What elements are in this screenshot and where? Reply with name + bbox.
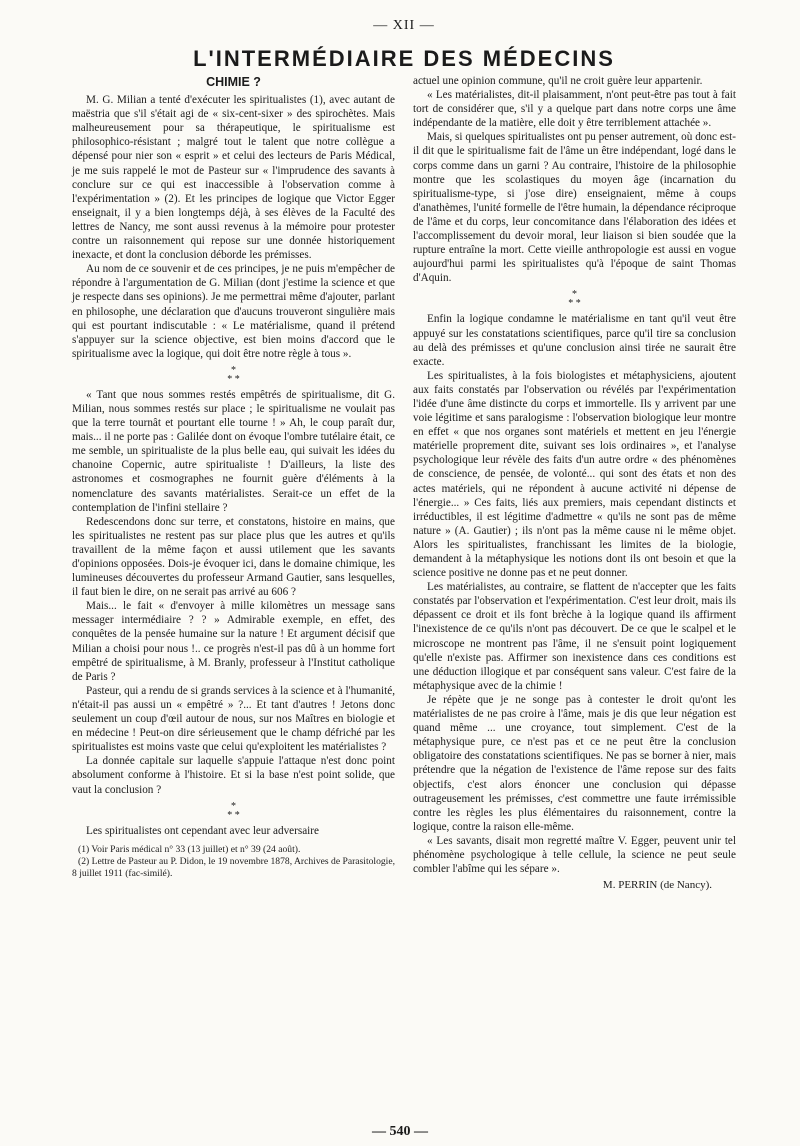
asterism-separator: * * *: [568, 289, 581, 310]
paragraph: Enfin la logique condamne le matérialisme en tant qu'il veut être appuyé sur les constatations scientifiques, parce qu'il tire sa conclusion au delà des prémisses et qu'une conclusion ainsi tirée ne saurait être exacte.: [413, 313, 736, 368]
paragraph: Les spiritualistes ont cependant avec leur adversaire: [86, 824, 319, 837]
paragraph: Je répète que je ne songe pas à contester le droit qu'ont les matérialistes de ne pas croire à l'âme, mais je dis que leur négation est quand même ... une croyance, tout simplement. C'est de la métaphysique pure, ce n'est pas et ce ne peut être la conclusion obligatoire des constatations scientifiques. Ne pas se borner à nier, mais prétendre que la négation de l'existence de l'âme repose sur des faits objectifs, c'est alors énoncer une conclusion qui dépasse outrageusement les prémisses, c'est commettre une faute irrémissible contre les règles les plus élémentaires du raisonnement, contre la logique, contre la raison elle-même.: [413, 693, 736, 833]
asterism-separator: * * *: [227, 800, 240, 821]
article-title: CHIMIE ?: [206, 75, 261, 89]
footnotes: [72, 844, 395, 880]
author-signature: M. PERRIN (de Nancy).: [602, 879, 712, 892]
footnote: (1) Voir Paris médical n° 33 (13 juillet) et n° 39 (24 août).: [78, 843, 301, 855]
paragraph: « Tant que nous sommes restés empêtrés de spiritualisme, dit G. Milian, nous sommes restés sur place ; le spiritualisme ne voulait pas que la terre tournât et pourtant elle tourne ! » Ah, le coup paraît dur, mais... il ne porte pas : Galilée dont on évoque l'ombre tutélaire était, ce me semble, un spiritualiste de la plus belle eau, qui suivait les idées du chanoine Copernic, autre spiritualiste ! D'ailleurs, la liste des astronomes et cosmographes ne fournit guère d'éléments à la nomenclature des savants matérialistes. Serait-ce un effet de la contemplation de l'infini stellaire ?: [72, 388, 395, 514]
paragraph: Les matérialistes, au contraire, se flattent de n'accepter que les faits constatés par l'observation et l'expérimentation. C'est leur droit, mais ils dépassent ce droit et ils font brèche à la logique quand ils affirment l'inexistence de ce qu'ils n'ont pas découvert. De ce que le scalpel et le microscope ne montrent pas l'âme, il ne s'ensuit point logiquement qu'elle n'existe pas. Affirmer son inexistence dans ces conditions est une déduction illogique et par conséquent sans valeur. C'est faire de la métaphysique avec de la chimie !: [413, 581, 736, 692]
asterism-separator: * * *: [227, 364, 240, 385]
paragraph: Redescendons donc sur terre, et constatons, histoire en mains, que les spiritualistes ne restent pas sur place plus que les autres et qu'ils travaillent de la même façon et aussi utilement que les savants d'opinions opposées. Dois-je évoquer ici, dans le domaine chimique, les lumineuses découvertes du professeur Armand Gautier, sans lesquelles, il faut bien le dire, on ne serait pas arrivé au 606 ?: [72, 515, 395, 599]
paragraph: Mais... le fait « d'envoyer à mille kilomètres un message sans messager intermédiaire ? ? » Admirable exemple, en effet, des conquêtes de la pensée humaine sur la nature ! Et argument décisif que Milian a choisi pour nous !.. ce progrès n'est-il pas dû à un homme fort empêtré de spiritualisme, à M. Branly, professeur à l'Institut catholique de Paris ?: [72, 600, 395, 683]
paragraph: Mais, si quelques spiritualistes ont pu penser autrement, où donc est-il dit que le spiritualisme fait de l'âme un être indépendant, logé dans le corps comme dans un garni ? Au contraire, l'histoire de la philosophie montre que les scolastiques du moyen âge (incarnation du spiritualisme-type, si j'ose dire) enseignaient, même à coups d'anathèmes, l'unité formelle de l'être humain, la dépendance réciproque de l'âme et du corps, leur concomitance dans l'élaboration des idées et l'accomplissement du devoir moral, leur liaison si bien soudée que la rupture entraîne la mort. Cette vieille anthropologie est aussi en vogue aujourd'hui parmi les spiritualistes qu'à l'époque de saint Thomas d'Aquin.: [413, 131, 736, 285]
page-number: — 540 —: [372, 1124, 428, 1139]
paragraph: La donnée capitale sur laquelle s'appuie l'attaque n'est donc point absolument conforme à l'histoire. Et si la base n'est point solide, que vaut la conclusion ?: [72, 755, 395, 796]
paragraph: « Les matérialistes, dit-il plaisamment, n'ont peut-être pas tout à fait tort de considérer que, s'il y a quelque part dans notre corps une âme indépendante de la matière, elle doit y être terriblement attachée ».: [413, 89, 736, 130]
article-columns: [72, 74, 736, 892]
paragraph: « Les savants, disait mon regretté maître V. Egger, peuvent unir tel phénomène psychologique à telle cellule, la science ne peut seule combler l'abîme qui les sépare ».: [413, 834, 736, 876]
journal-masthead: L'INTERMÉDIAIRE DES MÉDECINS: [193, 46, 615, 71]
roman-page-number: — XII —: [373, 18, 435, 33]
right-column: [413, 74, 736, 892]
paragraph: M. G. Milian a tenté d'exécuter les spiritualistes (1), avec autant de maëstria que s'il s'était agi de « six-cent-sixer » des spirochètes. Mais malheureusement pour sa thérapeutique, le spiritualisme est philosophico-résistant ; malgré tout le talent que notre collègue a dépensé pour nier son « esprit » et celui des lecteurs de Paris Médical, je me suis rappelé le mot de Pasteur sur « l'imprudence des savants à conclure sur ce qui est inaccessible à l'observation comme à l'expérimentation » (2). Et les principes de logique que Victor Egger enseignait, il y a bien longtemps déjà, à ses élèves de la Faculté des lettres de Nancy, me sont aussi revenus à la mémoire pour protester contre un raisonnement qui repose sur une donnée historiquement inexacte, et dont la conclusion déborde les prémisses.: [72, 94, 395, 262]
paragraph: actuel une opinion commune, qu'il ne croit guère leur appartenir.: [413, 75, 703, 87]
paragraph: Pasteur, qui a rendu de si grands services à la science et à l'humanité, n'était-il pas aussi un « empêtré » ?... Et tant d'autres ! Jetons donc seulement un coup d'œil autour de nous, sur nos Maîtres en biologie et en médecine ! Peut-on dire sérieusement que le champ défriché par les spiritualistes est moins vaste que celui qu'exploitent les matérialistes ?: [72, 684, 395, 754]
footnote: (2) Lettre de Pasteur au P. Didon, le 19 novembre 1878, Archives de Parasitologie, 8 juillet 1911 (fac-similé).: [72, 855, 395, 879]
paragraph: Au nom de ce souvenir et de ces principes, je ne puis m'empêcher de répondre à l'argumentation de G. Milian (dont j'estime la science et que je respecte dans ses opinions). Je me permettrai même d'ajouter, parlant en philosophe, une déclaration que d'aucuns trouveront singulière mais qui est pourtant indiscutable : « Le matérialisme, quand il prétend s'appuyer sur la science objective, est bien moins d'accord que le spiritualisme avec la logique, qui doit être notre règle à tous ».: [72, 263, 395, 360]
paragraph: Les spiritualistes, à la fois biologistes et métaphysiciens, ajoutent aux faits constatés par l'observation ou révélés par l'expérimentation l'idée d'une âme distincte du corps et immortelle. Ils y arrivent par une voie légitime et sans paralogisme : l'observation biologique leur montre en effet « que nos organes sont matériels et mettent en jeu l'énergie matérielle proprement dite, suivant ses lois ordinaires », et l'analyse psychologique leur révèle des faits d'un autre ordre « des phénomènes de conscience, de pensée, de volonté... qui sont des états et non des actes matériels, qui ne répondent à aucune activité ni dépense de l'énergie... » Ces faits, liés aux premiers, mais cependant distincts et irréductibles, il est légitime d'admettre « qu'ils ne sont pas de même nature » (A. Gautier) ; ils n'ont pas la même cause ni le même objet. Alors les spiritualistes, franchissant les limites de la biologie, demandent à la métaphysique les notions dont ils ont besoin et que la science positive ne donne pas et ne peut donner.: [413, 369, 736, 580]
left-column: [72, 74, 395, 892]
